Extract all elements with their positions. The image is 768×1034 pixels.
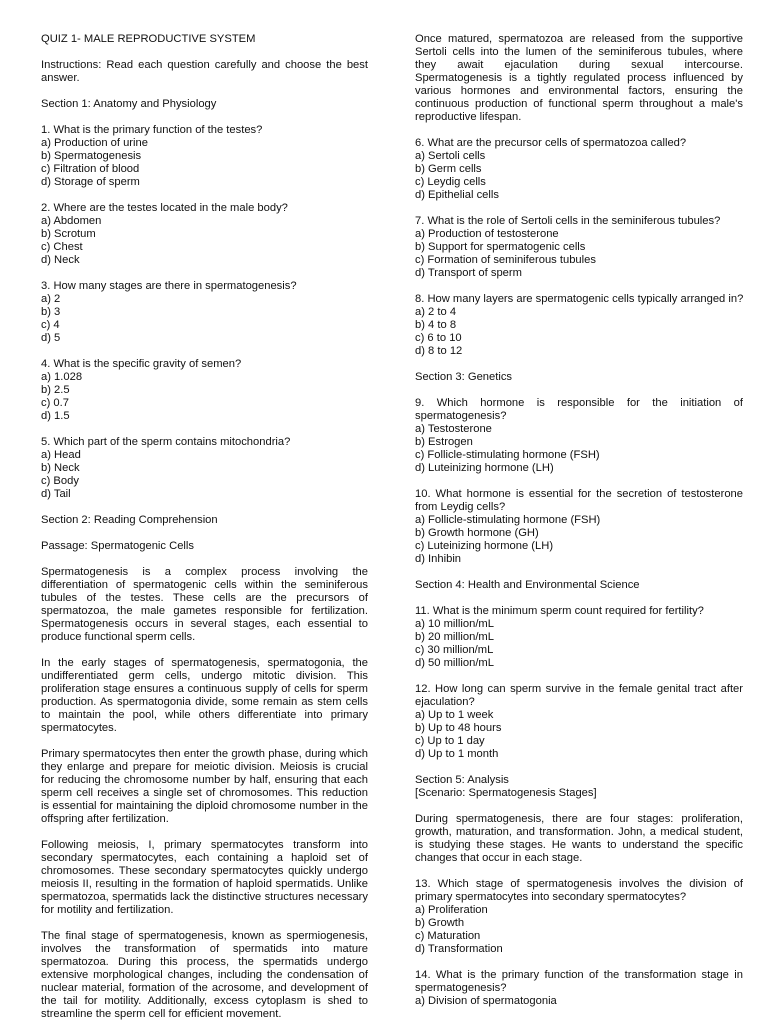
option-a: a) 10 million/mL [415, 618, 494, 630]
option-b: b) Germ cells [415, 163, 482, 175]
option-a: a) Abdomen [41, 215, 102, 227]
option-d: d) Luteinizing hormone (LH) [415, 462, 554, 474]
option-a: a) Head [41, 449, 81, 461]
option-c: c) Follicle-stimulating hormone (FSH) [415, 449, 600, 461]
option-d: d) Epithelial cells [415, 189, 499, 201]
question-text: 1. What is the primary function of the testes? [41, 124, 263, 136]
option-b: b) Spermatogenesis [41, 150, 142, 162]
option-a: a) Division of spermatogonia [415, 995, 557, 1007]
passage-title: Passage: Spermatogenic Cells [41, 540, 194, 552]
option-d: d) 50 million/mL [415, 657, 494, 669]
section-5-header [415, 774, 743, 800]
option-c: c) 30 million/mL [415, 644, 494, 656]
question-3 [41, 280, 368, 345]
question-text: 12. How long can sperm survive in the female genital tract after ejaculation? [415, 683, 743, 708]
section-heading: Section 2: Reading Comprehension [41, 514, 218, 526]
question-text: 11. What is the minimum sperm count required for fertility? [415, 605, 704, 617]
option-d: d) Inhibin [415, 553, 462, 565]
option-c: c) Up to 1 day [415, 735, 485, 747]
question-14 [415, 969, 743, 1008]
option-a: a) Up to 1 week [415, 709, 494, 721]
option-a: a) 1.028 [41, 371, 83, 383]
question-text: 9. Which hormone is responsible for the initiation of spermatogenesis? [415, 397, 743, 422]
scenario-label: [Scenario: Spermatogenesis Stages] [415, 787, 597, 799]
option-a: a) Sertoli cells [415, 150, 486, 162]
option-b: b) Growth [415, 917, 465, 929]
passage-paragraph: Following meiosis, I, primary spermatocytes transform into secondary spermatocytes, each containing a haploid set of chromosomes. These secondary spermatocytes quickly undergo meiosis II, resulting in the formation of haploid spermatids. Unlike spermatozoa, spermatids lack the distinctive structures necessary for motility and fertilization. [41, 839, 368, 916]
option-a: a) Testosterone [415, 423, 492, 435]
option-d: d) 1.5 [41, 410, 70, 422]
question-text: 6. What are the precursor cells of spermatozoa called? [415, 137, 687, 149]
option-b: b) Scrotum [41, 228, 96, 240]
quiz-title: QUIZ 1- MALE REPRODUCTIVE SYSTEM [41, 33, 256, 45]
option-c: c) 0.7 [41, 397, 69, 409]
option-b: b) 3 [41, 306, 61, 318]
option-b: b) Support for spermatogenic cells [415, 241, 586, 253]
section-heading: Section 3: Genetics [415, 371, 513, 383]
question-text: 5. Which part of the sperm contains mitochondria? [41, 436, 291, 448]
option-c: c) Leydig cells [415, 176, 486, 188]
section-heading: Section 5: Analysis [415, 774, 509, 786]
question-text: 8. How many layers are spermatogenic cells typically arranged in? [415, 293, 744, 305]
option-b: b) Neck [41, 462, 80, 474]
passage-paragraph: Once matured, spermatozoa are released from the supportive Sertoli cells into the lumen of the seminiferous tubules, where they await ejaculation during sexual intercourse. Spermatogenesis is a tightly regulated process influenced by various hormones and environmental factors, ensuring the continuous production of functional sperm throughout a male's reproductive lifespan. [415, 33, 743, 123]
question-8 [415, 293, 743, 358]
option-c: c) 4 [41, 319, 60, 331]
question-2 [41, 202, 368, 267]
option-c: c) Formation of seminiferous tubules [415, 254, 596, 266]
option-d: d) Tail [41, 488, 71, 500]
question-text: 3. How many stages are there in spermatogenesis? [41, 280, 297, 292]
option-b: b) 4 to 8 [415, 319, 457, 331]
question-text: 14. What is the primary function of the transformation stage in spermatogenesis? [415, 969, 743, 994]
option-b: b) Up to 48 hours [415, 722, 502, 734]
option-a: a) Proliferation [415, 904, 488, 916]
option-d: d) Transformation [415, 943, 503, 955]
option-d: d) 5 [41, 332, 61, 344]
option-c: c) Chest [41, 241, 83, 253]
option-c: c) Luteinizing hormone (LH) [415, 540, 554, 552]
option-d: d) Neck [41, 254, 80, 266]
question-text: 2. Where are the testes located in the male body? [41, 202, 288, 214]
question-9 [415, 397, 743, 475]
question-text: 7. What is the role of Sertoli cells in the seminiferous tubules? [415, 215, 721, 227]
section-heading: Section 4: Health and Environmental Science [415, 579, 640, 591]
question-4 [41, 358, 368, 423]
right-column [415, 33, 743, 1021]
option-b: b) Growth hormone (GH) [415, 527, 539, 539]
option-b: b) 2.5 [41, 384, 70, 396]
question-7 [415, 215, 743, 280]
option-a: a) 2 [41, 293, 61, 305]
option-c: c) Maturation [415, 930, 481, 942]
question-12 [415, 683, 743, 761]
question-text: 4. What is the specific gravity of semen? [41, 358, 242, 370]
option-d: d) Transport of sperm [415, 267, 522, 279]
instructions: Instructions: Read each question carefully and choose the best answer. [41, 59, 368, 84]
option-b: b) 20 million/mL [415, 631, 494, 643]
passage-paragraph: In the early stages of spermatogenesis, spermatogonia, the undifferentiated germ cells, undergo mitotic division. This proliferation stage ensures a continuous supply of cells for sperm production. As spermatogonia divide, some remain as stem cells to maintain the pool, while others differentiate into primary spermatocytes. [41, 657, 368, 734]
section-heading: Section 1: Anatomy and Physiology [41, 98, 217, 110]
question-text: 13. Which stage of spermatogenesis involves the division of primary spermatocytes into secondary spermatocytes? [415, 878, 743, 903]
option-a: a) 2 to 4 [415, 306, 457, 318]
question-11 [415, 605, 743, 670]
question-text: 10. What hormone is essential for the secretion of testosterone from Leydig cells? [415, 488, 743, 513]
passage-paragraph: The final stage of spermatogenesis, known as spermiogenesis, involves the transformation of spermatids into mature spermatozoa. During this process, the spermatids undergo extensive morphological changes, including the condensation of nuclear material, formation of the acrosome, and development of the tail for motility. Additionally, excess cytoplasm is shed to streamline the sperm cell for efficient movement. [41, 930, 368, 1020]
option-d: d) Up to 1 month [415, 748, 499, 760]
question-5 [41, 436, 368, 501]
question-13 [415, 878, 743, 956]
passage-paragraph: Primary spermatocytes then enter the growth phase, during which they enlarge and prepare for meiotic division. Meiosis is crucial for reducing the chromosome number by half, ensuring that each sperm cell receives a single set of chromosomes. This reduction is essential for maintaining the diploid chromosome number in the offspring after fertilization. [41, 748, 368, 825]
question-6 [415, 137, 743, 202]
option-a: a) Follicle-stimulating hormone (FSH) [415, 514, 601, 526]
option-b: b) Estrogen [415, 436, 473, 448]
option-c: c) Body [41, 475, 79, 487]
passage-paragraph: Spermatogenesis is a complex process involving the differentiation of spermatogenic cells within the seminiferous tubules of the testes. These cells are the precursors of spermatozoa, the male gametes responsible for fertilization. Spermatogenesis occurs in several stages, each essential to produce functional sperm cells. [41, 566, 368, 643]
option-a: a) Production of urine [41, 137, 148, 149]
option-d: d) 8 to 12 [415, 345, 463, 357]
option-c: c) 6 to 10 [415, 332, 462, 344]
scenario-paragraph: During spermatogenesis, there are four stages: proliferation, growth, maturation, and transformation. John, a medical student, is studying these stages. He wants to understand the specific changes that occur in each stage. [415, 813, 743, 864]
question-10 [415, 488, 743, 566]
option-d: d) Storage of sperm [41, 176, 140, 188]
option-c: c) Filtration of blood [41, 163, 140, 175]
question-1 [41, 124, 368, 189]
option-a: a) Production of testosterone [415, 228, 559, 240]
left-column [41, 33, 368, 1034]
